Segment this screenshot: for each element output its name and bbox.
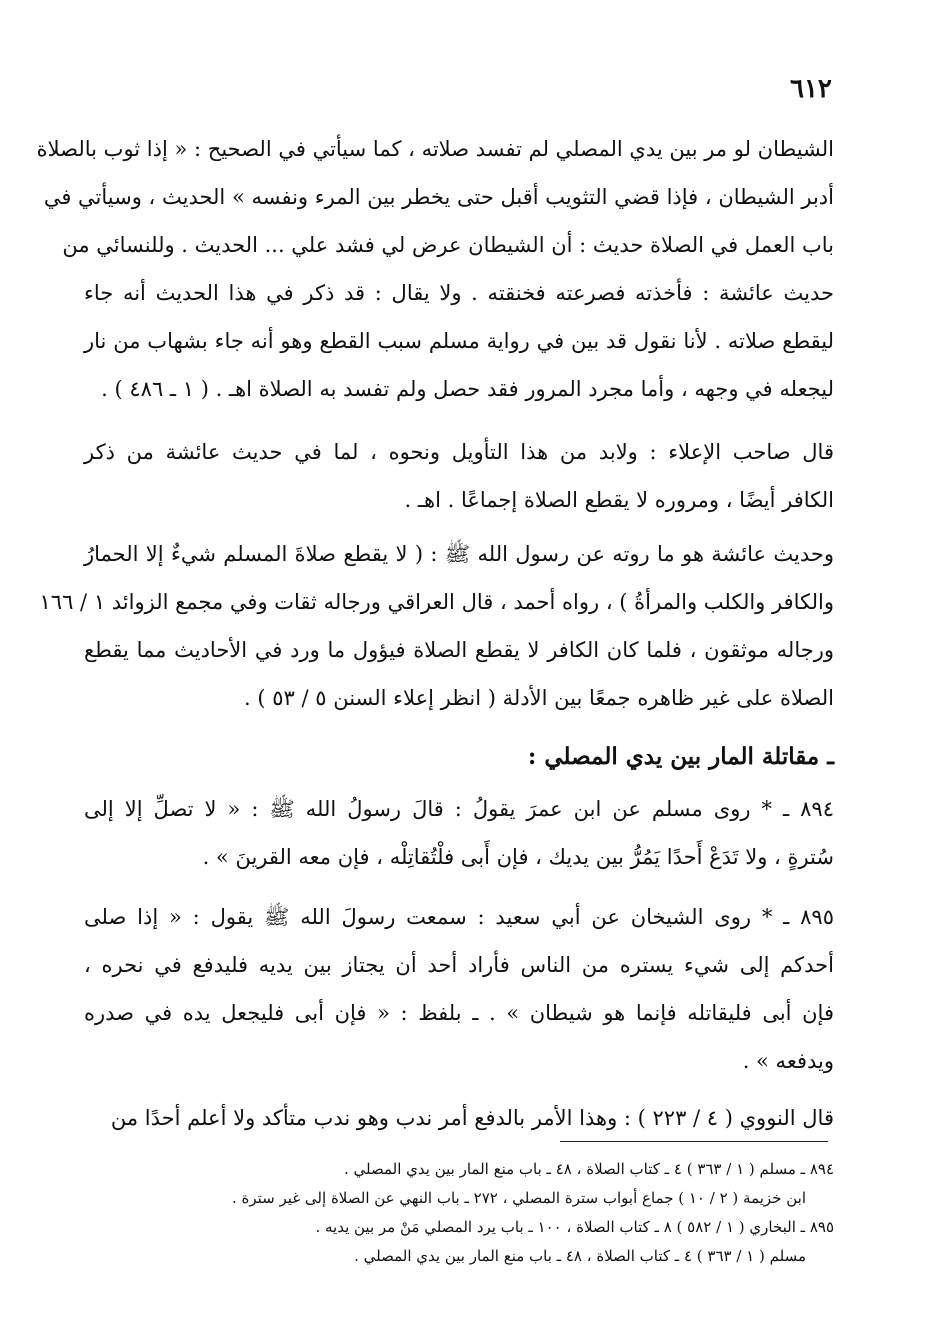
- paragraph-commentary: [36, 125, 834, 413]
- text-line: قال صاحب الإعلاء : ولابد من هذا التأويل ونحوه ، لما في حديث عائشة من ذكر: [84, 440, 834, 464]
- paragraph-ilaa-author: [84, 428, 834, 524]
- text-line: باب العمل في الصلاة حديث : أن الشيطان عرض لي فشد علي ... الحديث . وللنسائي من: [62, 233, 834, 257]
- text-line: الكافر أيضًا ، ومروره لا يقطع الصلاة إجماعًا . اهـ .: [404, 488, 834, 512]
- text-line: ٨٩٥ ـ * روى الشيخان عن أبي سعيد : سمعت رسولَ الله ﷺ يقول : « إذا صلى: [84, 905, 834, 929]
- page-number: ٦١٢: [790, 74, 832, 104]
- footnote-line: ٨٩٤ ـ مسلم ( ١ / ٣٦٣ ) ٤ ـ كتاب الصلاة ، ٤٨ ـ باب منع المار بين يدي المصلي .: [343, 1160, 834, 1178]
- text-line: أحدكم إلى شيء يستره من الناس فأراد أحد أن يجتاز بين يديه فليدفع في نحره ،: [84, 953, 834, 977]
- footnote-line: مسلم ( ١ / ٣٦٣ ) ٤ ـ كتاب الصلاة ، ٤٨ ـ باب منع المار بين يدي المصلي .: [354, 1247, 806, 1265]
- footnote-line: ٨٩٥ ـ البخاري ( ١ / ٥٨٢ ) ٨ ـ كتاب الصلاة ، ١٠٠ ـ باب يرد المصلي مَنْ مر بين يديه .: [315, 1218, 834, 1236]
- section-heading: ـ مقاتلة المار بين يدي المصلي :: [527, 743, 834, 770]
- hadith-895: [84, 893, 834, 1085]
- hadith-894: [84, 785, 834, 881]
- text-line: ليجعله في وجهه ، وأما مجرد المرور فقد حصل ولم تفسد به الصلاة اهـ . ( ١ ـ ٤٨٦ ) .: [101, 377, 834, 401]
- text-line: أدبر الشيطان ، فإذا قضي التثويب أقبل حتى يخطر بين المرء ونفسه » الحديث ، وسيأتي في: [43, 185, 834, 209]
- text-line: حديث عائشة : فأخذته فصرعته فخنقته . ولا يقال : قد ذكر في هذا الحديث أنه جاء: [84, 281, 834, 305]
- paragraph-aisha-hadith: [39, 530, 834, 722]
- paragraph-nawawi: [84, 1094, 834, 1142]
- text-line: الصلاة على غير ظاهره جمعًا بين الأدلة ( انظر إعلاء السنن ٥ / ٥٣ ) .: [244, 686, 834, 710]
- footnotes: [180, 1155, 834, 1271]
- text-line: والكافر والكلب والمرأةُ ) ، رواه أحمد ، قال العراقي ورجاله ثقات وفي مجمع الزوائد ١ / ١٦٦: [39, 590, 834, 614]
- footnote-line: ابن خزيمة ( ٢ / ١٠ ) جماع أبواب سترة المصلي ، ٢٧٢ ـ باب النهي عن الصلاة إلى غير سترة .: [231, 1189, 806, 1207]
- text-line: وحديث عائشة هو ما روته عن رسول الله ﷺ : ( لا يقطع صلاةَ المسلم شيءٌ إلا الحمارُ: [84, 542, 834, 566]
- text-line: قال النووي ( ٤ / ٢٢٣ ) : وهذا الأمر بالدفع أمر ندب وهو ندب متأكد ولا أعلم أحدًا من: [110, 1106, 834, 1130]
- text-line: الشيطان لو مر بين يدي المصلي لم تفسد صلاته ، كما سيأتي في الصحيح : « إذا ثوب بالصلاة: [36, 137, 834, 161]
- text-line: ليقطع صلاته . لأنا نقول قد بين في رواية مسلم سبب القطع وهو أنه جاء بشهاب من نار: [84, 329, 834, 353]
- text-line: سُترةٍ ، ولا تَدَعْ أَحدًا يَمُرُّ بين يديك ، فإن أَبى فلْتُقاتِلْه ، فإن معه القرينَ » .: [202, 845, 834, 869]
- text-line: ٨٩٤ ـ * روى مسلم عن ابن عمرَ يقولُ : قالَ رسولُ الله ﷺ : « لا تصلِّ إلا إلى: [84, 797, 834, 821]
- text-line: فإن أبى فليقاتله فإنما هو شيطان » . ـ بلفظ : « فإن أبى فليجعل يده في صدره: [84, 1001, 834, 1025]
- text-line: ويدفعه » .: [742, 1049, 834, 1073]
- footnote-divider: [560, 1141, 828, 1142]
- text-line: ورجاله موثقون ، فلما كان الكافر لا يقطع الصلاة فيؤول ما ورد في الأحاديث مما يقطع: [84, 638, 834, 662]
